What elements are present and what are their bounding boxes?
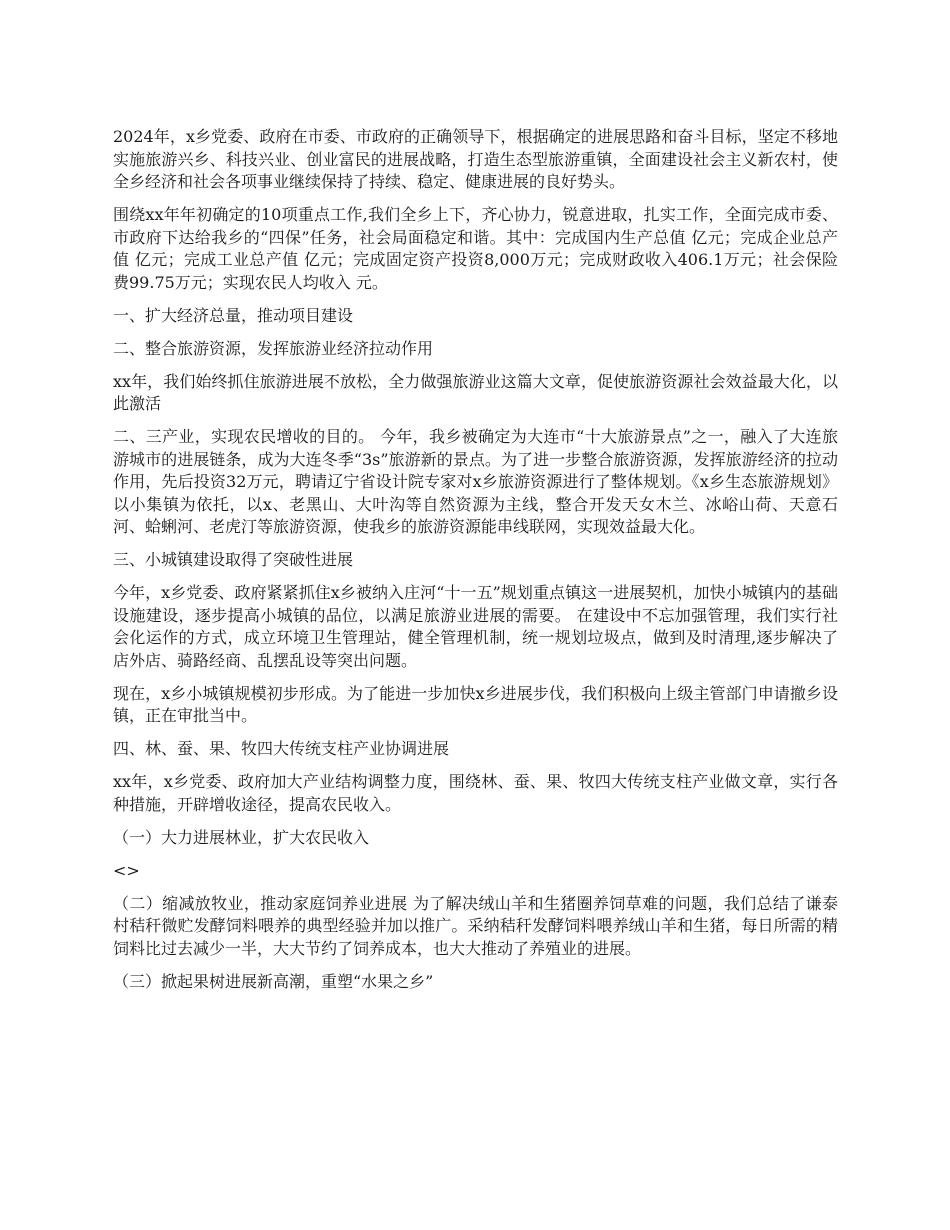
subsection-heading-1: （一）大力进展林业，扩大农民收入	[113, 827, 370, 847]
tourism-paragraph: xx年，我们始终抓住旅游进展不放松，全力做强旅游业这篇大文章，促使旅游资源社会效益最大化，以此激活	[113, 371, 838, 413]
subsection-heading-3: （三）掀起果树进展新高潮，重塑“水果之乡”	[113, 971, 434, 991]
town-scale-paragraph: 现在，x乡小城镇规模初步形成。为了能进一步加快x乡进展步伐，我们积极向上级主管部门申请撤乡设镇，正在审批当中。	[113, 683, 838, 725]
section-heading-2: 二、整合旅游资源，发挥旅游业经济拉动作用	[113, 338, 434, 358]
section-heading-1: 一、扩大经济总量，推动项目建设	[113, 305, 354, 325]
town-construction-paragraph: 今年，x乡党委、政府紧紧抓住x乡被纳入庄河“十一五”规划重点镇这一进展契机，加快小城镇内的基础设施建设，逐步提高小城镇的品位，以满足旅游业进展的需要。 在建设中不忘加强管理，我们实行社会化运作的方式，成立环境卫生管理站，健全管理机制，统一规划垃圾点，做到及时清理,逐步解决了店外店、骑路经商、乱摆乱设等突出问题。	[113, 583, 838, 670]
tourism-detail-paragraph: 二、三产业，实现农民增收的目的。 今年，我乡被确定为大连市“十大旅游景点”之一，融入了大连旅游城市的进展链条，成为大连冬季“3s”旅游新的景点。为了进一步整合旅游资源，发挥旅游经济的拉动作用，先后投资32万元，聘请辽宁省设计院专家对x乡旅游资源进行了整体规划。《x乡生态旅游规划》以小集镇为依托，以x、老黑山、大叶沟等自然资源为主线，整合开发天女木兰、冰峪山荷、天意石河、蛤蜊河、老虎汀等旅游资源，使我乡的旅游资源能串线联网，实现效益最大化。	[113, 427, 838, 536]
livestock-paragraph: （二）缩减放牧业，推动家庭饲养业进展 为了解决绒山羊和生猪圈养饲草难的问题，我们总结了谦泰村秸秆微贮发酵饲料喂养的典型经验并加以推广。采纳秸秆发酵饲料喂养绒山羊和生猪，每日所需的精饲料比过去减少一半，大大节约了饲养成本，也大大推动了养殖业的进展。	[113, 893, 838, 958]
section-heading-3: 三、小城镇建设取得了突破性进展	[113, 550, 354, 569]
placeholder-text: <>	[113, 860, 140, 880]
intro-paragraph: 2024年，x乡党委、政府在市委、市政府的正确领导下，根据确定的进展思路和奋斗目标，坚定不移地实施旅游兴乡、科技兴业、创业富民的进展战略，打造生态型旅游重镇，全面建设社会主义新农村，使全乡经济和社会各项事业继续保持了持续、稳定、健康进展的良好势头。	[113, 127, 838, 191]
key-work-paragraph: 围绕xx年年初确定的10项重点工作,我们全乡上下，齐心协力，锐意进取，扎实工作，全面完成市委、市政府下达给我乡的“四保”任务，社会局面稳定和谐。其中：完成国内生产总值 亿元；完成企业总产值 亿元；完成工业总产值 亿元；完成固定资产投资8,000万元；完成财政收入406.1万元；社会保险费99.75万元；实现农民人均收入 元。	[113, 205, 838, 292]
industry-paragraph: xx年，x乡党委、政府加大产业结构调整力度，围绕林、蚕、果、牧四大传统支柱产业做文章，实行各种措施，开辟增收途径，提高农民收入。	[113, 772, 838, 814]
document-body	[113, 126, 838, 1004]
section-heading-4: 四、林、蚕、果、牧四大传统支柱产业协调进展	[113, 739, 450, 758]
